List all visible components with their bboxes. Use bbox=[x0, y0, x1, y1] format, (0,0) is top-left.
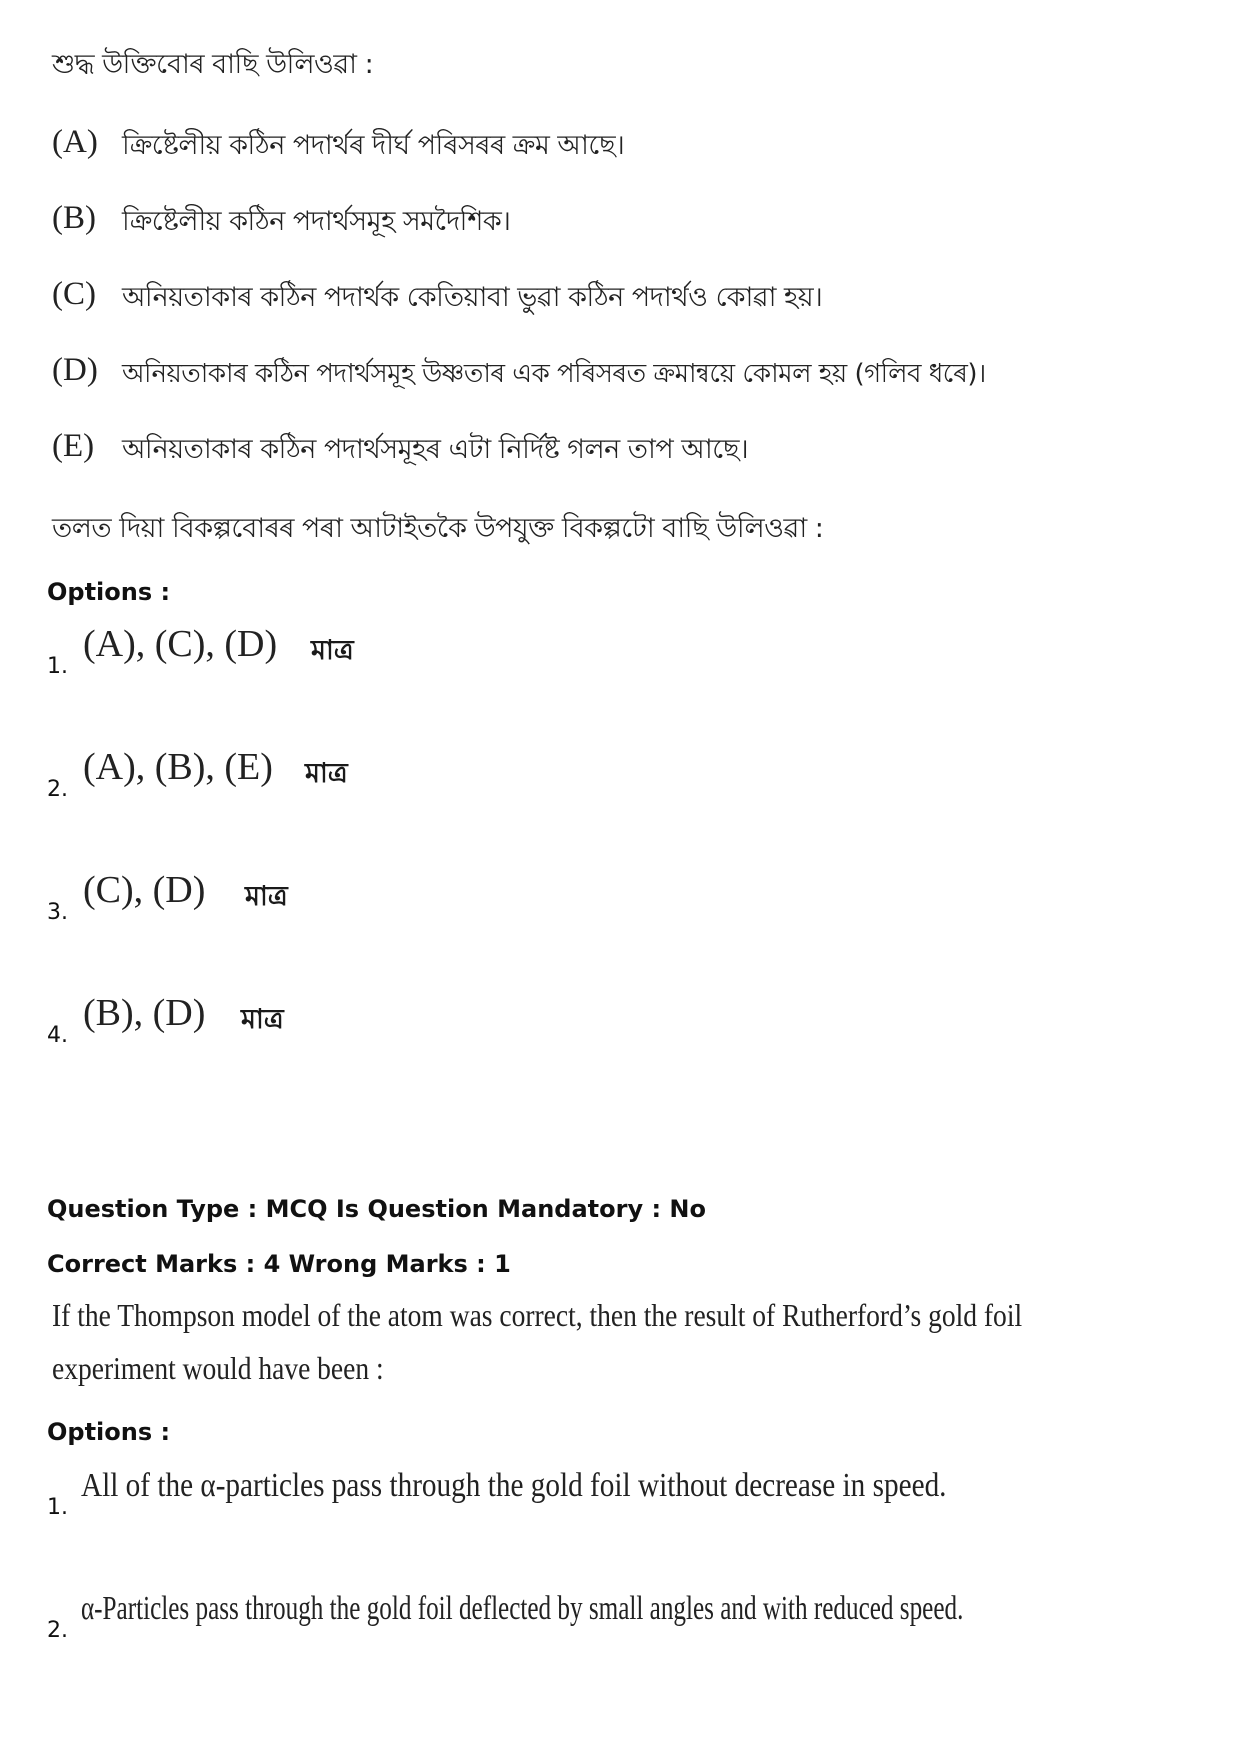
option-word: মাত্ৰ bbox=[241, 1004, 284, 1035]
statement-text: ক্ৰিষ্টেলীয় কঠিন পদাৰ্থৰ দীৰ্ঘ পৰিসৰৰ ক্ৰম আছে। bbox=[122, 130, 625, 161]
option-text: α-Particles pass through the gold foil deflected by small angles and with reduced speed. bbox=[81, 1590, 964, 1627]
option-number: 1. bbox=[47, 654, 68, 679]
option-word: মাত্ৰ bbox=[311, 635, 354, 666]
statement-label: (D) bbox=[52, 352, 98, 388]
marks-line: Correct Marks : 4 Wrong Marks : 1 bbox=[47, 1250, 511, 1278]
option-letters: (A), (C), (D) bbox=[83, 623, 278, 665]
question-type-line: Question Type : MCQ Is Question Mandatory : No bbox=[47, 1195, 706, 1223]
choose-prompt: তলত দিয়া বিকল্পবোৰৰ পৰা আটাইতকৈ উপযুক্ত বিকল্পটো বাছি উলিওৱা : bbox=[52, 513, 824, 544]
options-label: Options : bbox=[47, 578, 171, 606]
option-number: 3. bbox=[47, 900, 68, 925]
option-number: 4. bbox=[47, 1023, 68, 1048]
statement-label: (C) bbox=[52, 276, 96, 312]
statement-text: অনিয়তাকাৰ কঠিন পদাৰ্থসমূহ উষ্ণতাৰ এক পৰিসৰত ক্ৰমান্বয়ে কোমল হয় (গলিব ধৰে)। bbox=[122, 359, 986, 389]
question-text-line-2: experiment would have been : bbox=[52, 1350, 384, 1386]
option-word: মাত্ৰ bbox=[305, 758, 348, 789]
statement-text: ক্ৰিষ্টেলীয় কঠিন পদাৰ্থসমূহ সমদৈশিক। bbox=[122, 206, 511, 237]
statement-label: (B) bbox=[52, 200, 96, 236]
option-number: 1. bbox=[47, 1495, 68, 1520]
option-letters: (C), (D) bbox=[83, 869, 206, 911]
option-letters: (B), (D) bbox=[83, 992, 206, 1034]
option-number: 2. bbox=[47, 1618, 68, 1643]
option-number: 2. bbox=[47, 777, 68, 802]
option-word: মাত্ৰ bbox=[245, 881, 288, 912]
question-instruction: শুদ্ধ উক্তিবোৰ বাছি উলিওৱা : bbox=[52, 49, 374, 80]
statement-label: (A) bbox=[52, 124, 98, 160]
question-text-line-1: If the Thompson model of the atom was correct, then the result of Rutherford’s gold foil bbox=[52, 1297, 1023, 1333]
statement-label: (E) bbox=[52, 428, 95, 464]
option-letters: (A), (B), (E) bbox=[83, 746, 273, 788]
options-label: Options : bbox=[47, 1418, 171, 1446]
option-text: All of the α-particles pass through the gold foil without decrease in speed. bbox=[81, 1467, 947, 1504]
statement-text: অনিয়তাকাৰ কঠিন পদাৰ্থক কেতিয়াবা ভুৱা কঠিন পদাৰ্থও কোৱা হয়। bbox=[122, 282, 823, 313]
statement-text: অনিয়তাকাৰ কঠিন পদাৰ্থসমূহৰ এটা নিৰ্দিষ্ট গলন তাপ আছে। bbox=[122, 434, 749, 465]
